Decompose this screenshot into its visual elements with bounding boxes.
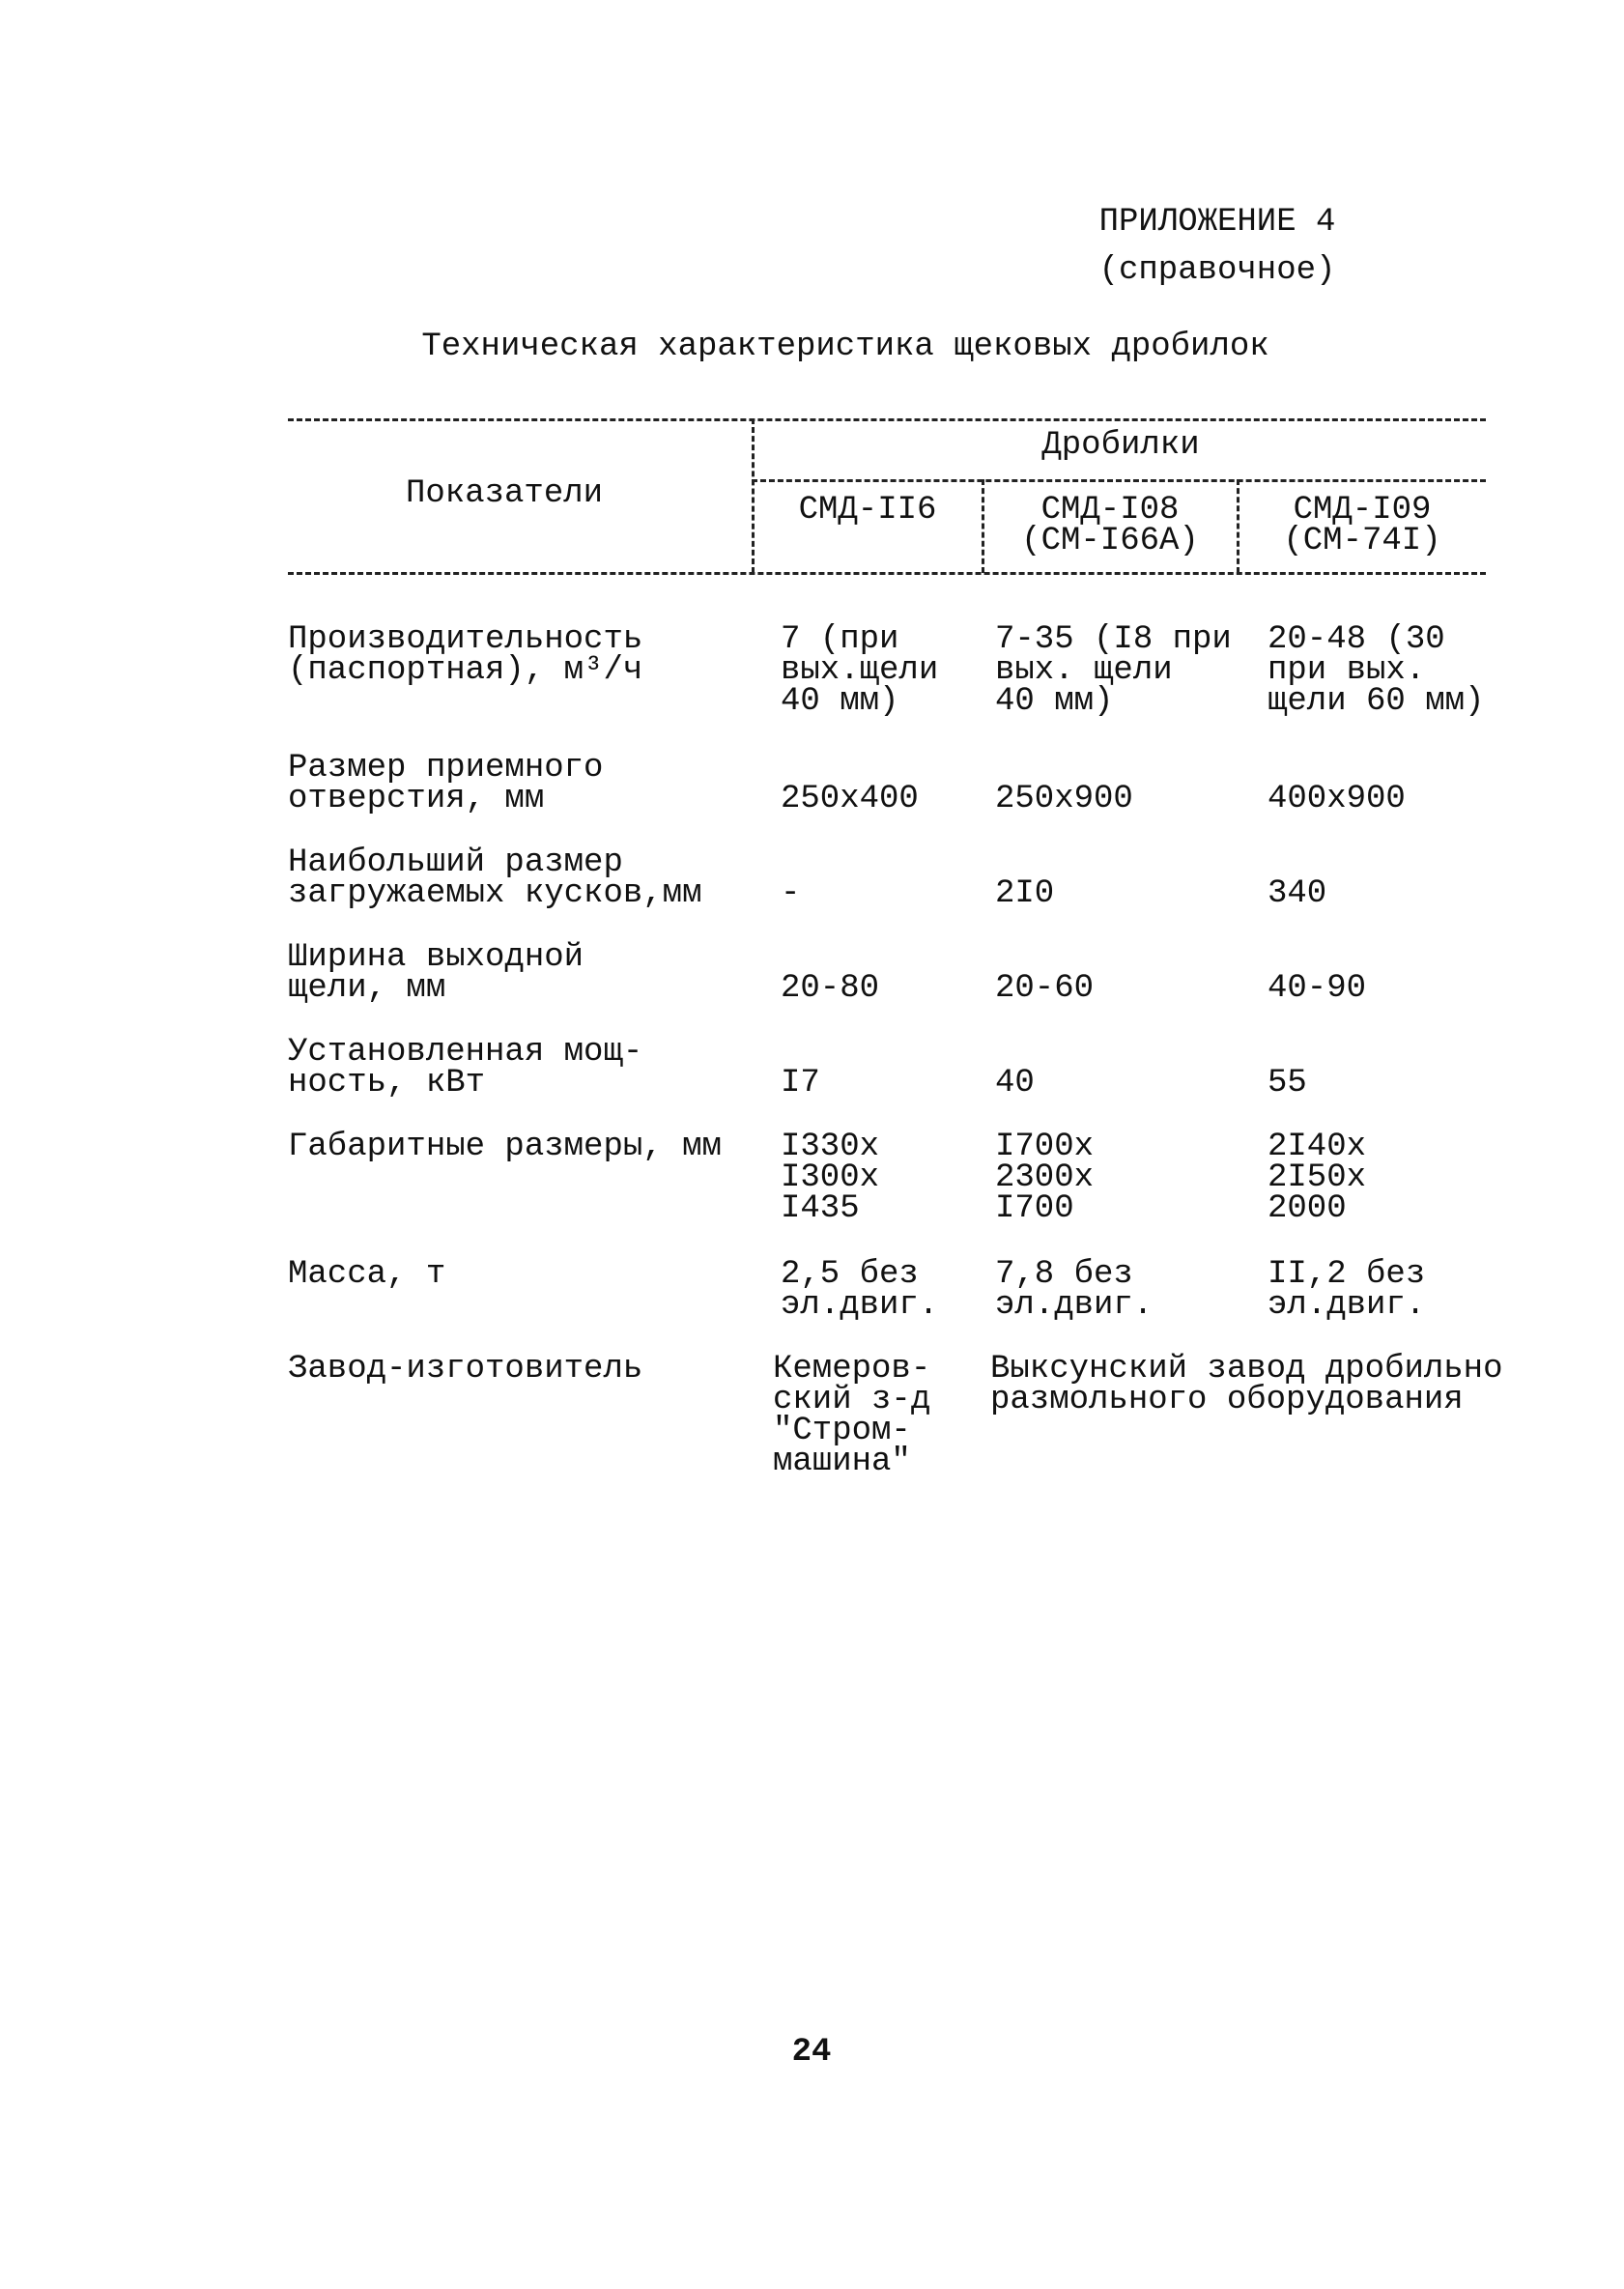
row-value: 2I0 <box>995 875 1055 912</box>
row-value: 7-35 (I8 при вых. щели 40 мм) <box>995 621 1232 720</box>
model-header-2: СМД-I08 (СМ-I66А) <box>1021 492 1199 559</box>
row-value: 2I40x 2I50x 2000 <box>1268 1129 1367 1227</box>
row-label-mass: Масса, т <box>288 1256 446 1293</box>
row-label-outlet-width: Ширина выходной щели, мм <box>288 939 584 1007</box>
row-value: I7 <box>781 1065 820 1102</box>
row-label-productivity: Производительность (паспортная), м³/ч <box>288 621 643 689</box>
row-value: I700x 2300x I700 <box>995 1129 1095 1227</box>
row-label-dimensions: Габаритные размеры, мм <box>288 1129 722 1165</box>
row-value: 250x900 <box>995 781 1133 817</box>
row-value: 7,8 без эл.двиг. <box>995 1256 1154 1324</box>
appendix-note: (справочное) <box>1098 252 1336 289</box>
row-value: 40 <box>995 1065 1035 1102</box>
row-value: 7 (при вых.щели 40 мм) <box>781 621 939 720</box>
row-label-inlet-size: Размер приемного отверстия, мм <box>288 750 604 817</box>
row-label-power: Установленная мощ- ность, кВт <box>288 1034 643 1102</box>
page-number: 24 <box>791 2034 832 2071</box>
appendix-label: ПРИЛОЖЕНИЕ 4 <box>1098 204 1336 241</box>
row-value: 340 <box>1268 875 1327 912</box>
manufacturer-col1: Кемеров- ский з-д "Стром- машина" <box>773 1351 931 1480</box>
row-value: - <box>781 875 801 912</box>
row-value: 55 <box>1268 1065 1307 1102</box>
row-value: 20-80 <box>781 970 880 1007</box>
row-value: 40-90 <box>1268 970 1367 1007</box>
row-label-manufacturer: Завод-изготовитель <box>288 1351 643 1388</box>
table-title: Техническая характеристика щековых дробилок <box>421 329 1269 365</box>
row-value: II,2 без эл.двиг. <box>1268 1256 1426 1324</box>
group-header-rule <box>752 479 1486 482</box>
model-header-3: СМД-I09 (СМ-74I) <box>1283 492 1441 559</box>
param-header: Показатели <box>406 475 604 512</box>
appendix-block <box>1063 198 1372 295</box>
row-value: 20-60 <box>995 970 1095 1007</box>
row-value: I330x I300x I435 <box>781 1129 880 1227</box>
header-bottom-rule <box>288 572 1486 575</box>
row-value: 20-48 (30 при вых. щели 60 мм) <box>1268 621 1485 720</box>
manufacturer-col23: Выксунский завод дробильно размольного оборудования <box>990 1351 1503 1418</box>
model-header-1: СМД-II6 <box>798 492 937 529</box>
row-label-max-lump: Наибольший размер загружаемых кусков,мм <box>288 844 702 912</box>
row-value: 400x900 <box>1268 781 1406 817</box>
row-value: 250x400 <box>781 781 919 817</box>
table-top-rule <box>288 418 1486 421</box>
row-value: 2,5 без эл.двиг. <box>781 1256 939 1324</box>
group-header: Дробилки <box>1041 427 1200 464</box>
